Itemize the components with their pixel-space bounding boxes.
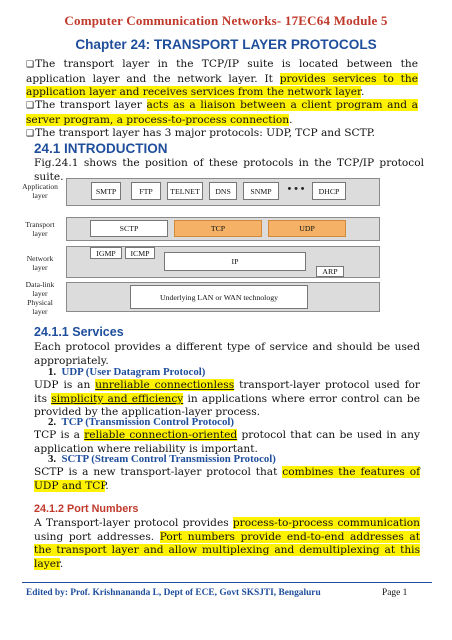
highlight-span: provides services to the application layer and receives services from the network layer xyxy=(26,72,419,99)
page-header: Computer Communication Networks- 17EC64 Module 5 xyxy=(64,13,388,28)
layer-label-transport: Transport layer xyxy=(25,220,55,238)
sctp-heading xyxy=(48,453,276,465)
sctp-paragraph xyxy=(34,466,420,493)
text-span: . xyxy=(59,557,64,570)
text-span: protocol that can be used in any application where reliability is important. xyxy=(34,429,420,455)
udp-paragraph xyxy=(34,379,420,420)
text-span: . xyxy=(289,113,293,126)
protocol-box-ip: IP xyxy=(164,252,306,271)
checkbox-bullet-icon: ❑ xyxy=(26,101,35,111)
highlight-span: combines the features of UDP and TCP xyxy=(34,466,420,492)
text-span: . xyxy=(360,86,365,99)
footer-author: Edited by: Prof. Krishnananda L, Dept of ECE, Govt SKSJTI, Bengaluru xyxy=(26,588,321,598)
highlight-span: acts as a liaison between a client program and a server program, a process-to-process connection xyxy=(26,99,418,126)
protocol-box-sctp: SCTP xyxy=(90,220,168,237)
highlight-span: simplicity and efficiency xyxy=(51,392,184,405)
protocol-box-tcp: TCP xyxy=(174,220,262,237)
text-span: . xyxy=(105,479,109,492)
udp-heading-text: UDP (User Datagram Protocol) xyxy=(61,366,206,378)
checkbox-bullet-icon: ❑ xyxy=(26,129,35,139)
layer-label-physical: Physical layer xyxy=(27,298,53,316)
protocol-box-dhcp: DHCP xyxy=(312,182,346,200)
highlight-span: Port numbers provide end-to-end addresses at the transport layer and allow multiplexing and demultiplexing at this layer xyxy=(34,530,420,570)
protocol-box-snmp: SNMP xyxy=(243,182,279,200)
footer-divider xyxy=(22,582,432,583)
text-span: The transport layer xyxy=(35,99,147,111)
section-text-24-1: Fig.24.1 shows the position of these protocols in the TCP/IP protocol suite. xyxy=(34,157,424,183)
protocol-box-arp: ARP xyxy=(316,266,344,277)
highlight-span: reliable connection-oriented xyxy=(84,429,238,441)
section-title-24-1: 24.1 INTRODUCTION xyxy=(34,141,168,156)
chapter-title: Chapter 24: TRANSPORT LAYER PROTOCOLS xyxy=(75,37,377,52)
section-title-24-1-1: 24.1.1 Services xyxy=(34,325,124,339)
intro-bullet-1 xyxy=(26,58,418,100)
tcp-heading xyxy=(48,416,234,428)
text-span: in applications where error control can be provided by the application-layer process. xyxy=(34,392,420,419)
layer-label-application: Application layer xyxy=(22,182,58,200)
services-intro: Each protocol provides a different type of service and should be used appropriately. xyxy=(34,341,420,367)
protocol-box-igmp: IGMP xyxy=(90,247,122,259)
text-span: The transport layer has 3 major protocols: UDP, TCP and SCTP. xyxy=(35,127,376,139)
text-span: A Transport-layer protocol provides xyxy=(34,517,233,529)
udp-heading xyxy=(48,366,205,378)
text-span: using port addresses. xyxy=(34,530,160,543)
page-number: Page 1 xyxy=(382,588,408,598)
protocol-box-icmp: ICMP xyxy=(125,247,155,259)
protocol-box-dns: DNS xyxy=(209,182,237,200)
list-number: 1. xyxy=(48,366,57,378)
protocol-box-ftp: FTP xyxy=(131,182,161,200)
text-span: TCP is a xyxy=(34,429,85,441)
tcp-heading-text: TCP (Transmission Control Protocol) xyxy=(61,416,234,428)
protocol-suite-figure xyxy=(20,176,438,318)
text-span: transport-layer protocol used for its xyxy=(34,379,420,405)
more-protocols-ellipsis: • • • xyxy=(287,183,305,195)
layer-label-datalink: Data-link layer xyxy=(25,280,55,298)
protocol-box-telnet: TELNET xyxy=(167,182,203,200)
sctp-heading-text: SCTP (Stream Control Transmission Protocol) xyxy=(61,453,276,465)
layer-label-network: Network layer xyxy=(26,254,54,272)
port-numbers-paragraph xyxy=(34,517,420,571)
underlying-lan-wan-box: Underlying LAN or WAN technology xyxy=(130,285,308,309)
text-span: SCTP is a new transport-layer protocol that xyxy=(34,466,283,478)
intro-bullet-3 xyxy=(26,127,418,142)
text-span: UDP is an xyxy=(34,379,96,391)
list-number: 2. xyxy=(48,416,57,428)
intro-bullet-2 xyxy=(26,99,418,127)
highlight-span: process-to-process communication xyxy=(232,517,420,529)
protocol-box-udp: UDP xyxy=(268,220,346,237)
protocol-box-smtp: SMTP xyxy=(91,182,121,200)
section-title-24-1-2: 24.1.2 Port Numbers xyxy=(34,503,139,515)
list-number: 3. xyxy=(48,453,57,465)
checkbox-bullet-icon: ❑ xyxy=(26,60,35,70)
highlight-span: unreliable connectionless xyxy=(95,379,235,391)
text-span: The transport layer in the TCP/IP suite is located between the application layer and the network layer. It xyxy=(26,58,418,85)
